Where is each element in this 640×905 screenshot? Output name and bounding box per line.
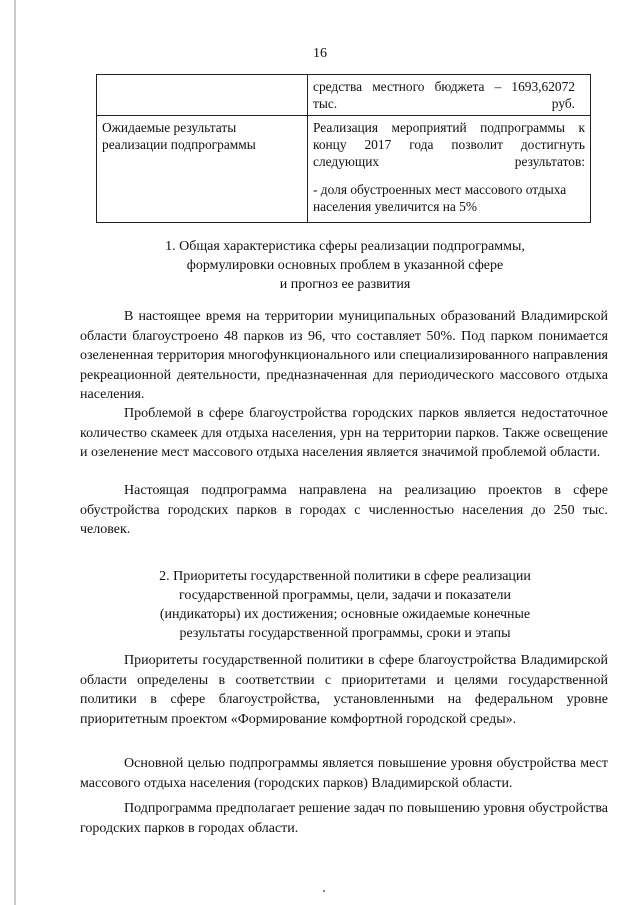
- expected-results-item: - доля обустроенных мест массового отдыха населения увеличится на 5%: [313, 182, 567, 214]
- section-1-title-line: и прогноз ее развития: [279, 277, 411, 292]
- table-cell-results: [308, 116, 591, 223]
- section-1-title-line: 1. Общая характеристика сферы реализации подпрограммы,: [165, 239, 525, 254]
- paragraph: Настоящая подпрограмма направлена на реализацию проектов в сфере обустройства городских парков в городах с численностью населения до 250 тыс. человек.: [80, 483, 608, 537]
- expected-results-intro: Реализация мероприятий подпрограммы к концу 2017 года позволит достигнуть следующих результатов:: [313, 120, 585, 169]
- scan-artifact: [323, 890, 325, 892]
- expected-results-label: Ожидаемые результаты реализации подпрограммы: [102, 120, 256, 152]
- table-row: [97, 75, 591, 116]
- program-summary-table: [96, 74, 591, 223]
- scan-left-edge: [14, 0, 16, 905]
- paragraph: Приоритеты государственной политики в сфере благоустройства Владимирской области определены в соответствии с приоритетами и целями государственной политики в сфере благоустройства, установленными на федеральном уровне приоритетным проектом «Формирование комфортной городской среды».: [80, 653, 608, 727]
- section-2-title-line: (индикаторы) их достижения; основные ожидаемые конечные: [159, 607, 531, 622]
- paragraph: Подпрограмма предполагает решение задач по повышению уровня обустройства городских парков в городах области.: [80, 801, 608, 836]
- section-2-title-line: государственной программы, цели, задачи и показатели: [178, 588, 512, 603]
- table-cell-label: [97, 116, 308, 223]
- section-2-title-line: 2. Приоритеты государственной политики в сфере реализации: [159, 569, 531, 584]
- section-1-title-line: формулировки основных проблем в указанной сфере: [186, 258, 504, 273]
- section-2-title-line: результаты государственной программы, сроки и этапы: [179, 626, 511, 641]
- section-1-title: [80, 237, 610, 294]
- table-cell-budget: [308, 75, 591, 116]
- paragraph: В настоящее время на территории муниципальных образований Владимирской области благоустроено 48 парков из 96, что составляет 50%. Под парком понимается озелененная территория многофункционального или специализированного направления рекреационной деятельности, предназначенная для периодического массового отдыха населения.: [80, 309, 608, 402]
- table-row: [97, 116, 591, 223]
- budget-text: средства местного бюджета – 1693,62072 тыс. руб.: [313, 79, 575, 111]
- page-number: 16: [313, 46, 327, 61]
- paragraph: Основной целью подпрограммы является повышение уровня обустройства мест массового отдыха населения (городских парков) Владимирской области.: [80, 756, 608, 791]
- paragraph: Проблемой в сфере благоустройства городских парков является недостаточное количество скамеек для отдыха населения, урн на территории парков. Также освещение и озеленение мест массового отдыха населения является значимой проблемой области.: [80, 406, 608, 460]
- table-cell-empty: [97, 75, 308, 116]
- section-2-title: [80, 567, 610, 643]
